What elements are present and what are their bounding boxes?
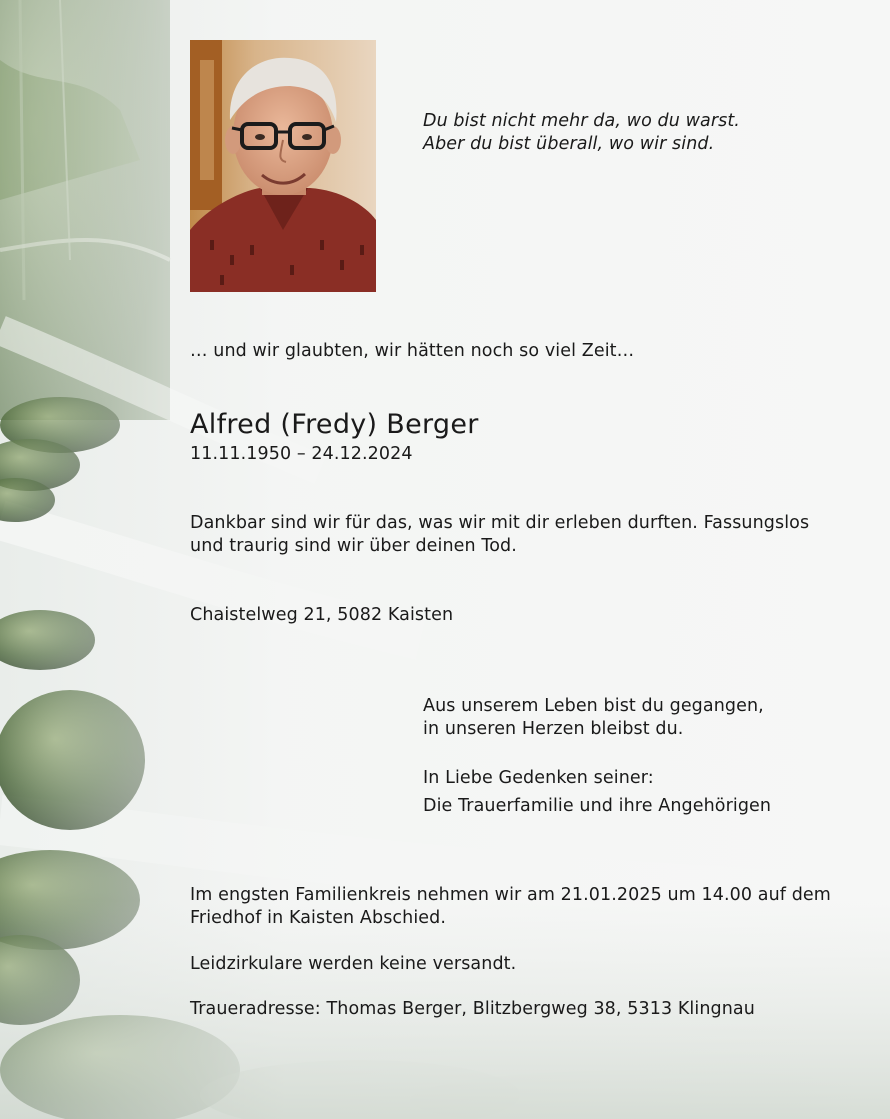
funeral-line-2: Friedhof in Kaisten Abschied. (190, 908, 447, 928)
motto-line-2: Aber du bist überall, wo wir sind. (423, 134, 715, 154)
funeral-notice (190, 884, 831, 930)
motto-quote (423, 110, 740, 156)
mourning-address: Traueradresse: Thomas Berger, Blitzbergweg 38, 5313 Klingnau (190, 999, 755, 1019)
remembrance-line-1: In Liebe Gedenken seiner: (423, 768, 654, 788)
verse (423, 695, 764, 741)
funeral-line-1: Im engsten Familienkreis nehmen wir am 21.01.2025 um 14.00 auf dem (190, 885, 831, 905)
life-dates: 11.11.1950 – 24.12.2024 (190, 444, 413, 464)
portrait-photo (190, 40, 376, 292)
motto-line-1: Du bist nicht mehr da, wo du warst. (423, 111, 740, 131)
circulars-note: Leidzirkulare werden keine versandt. (190, 954, 517, 974)
gratitude-line-1: Dankbar sind wir für das, was wir mit dir erleben durften. Fassungslos (190, 513, 810, 533)
remembrance (423, 764, 771, 820)
gratitude-line-2: und traurig sind wir über deinen Tod. (190, 536, 517, 556)
remembrance-line-2: Die Trauerfamilie und ihre Angehörigen (423, 796, 772, 816)
gratitude-text (190, 512, 809, 558)
intro-line: … und wir glaubten, wir hätten noch so viel Zeit… (190, 341, 635, 361)
verse-line-1: Aus unserem Leben bist du gegangen, (423, 696, 764, 716)
home-address: Chaistelweg 21, 5082 Kaisten (190, 605, 454, 625)
deceased-name: Alfred (Fredy) Berger (190, 409, 479, 440)
verse-line-2: in unseren Herzen bleibst du. (423, 719, 684, 739)
